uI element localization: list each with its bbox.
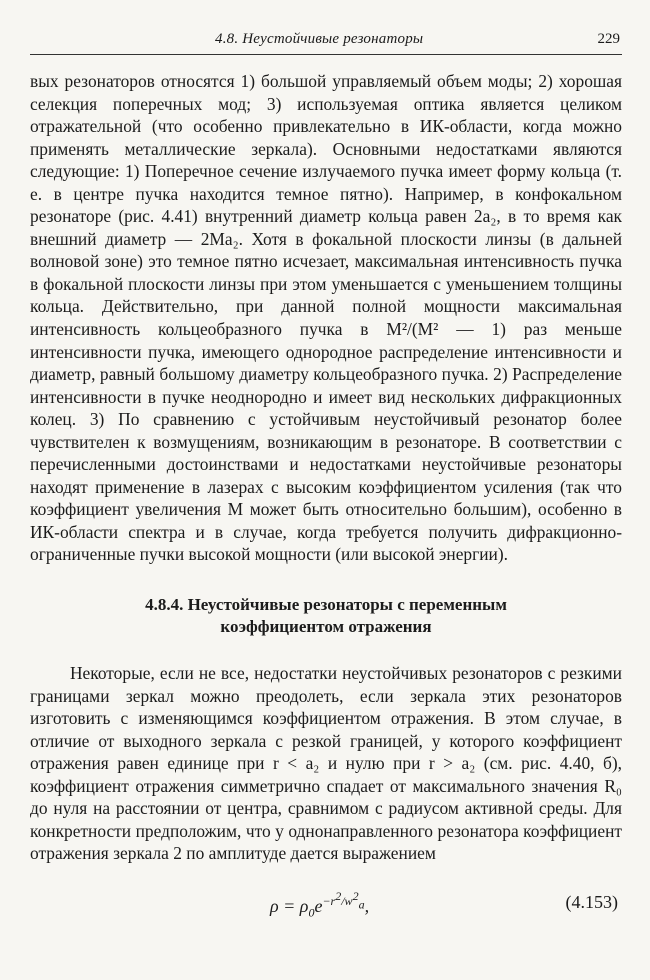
eq-exp-w: /w <box>341 893 353 908</box>
equation-expression <box>270 885 369 924</box>
eq-base-e: e <box>314 895 323 916</box>
eq-exp-w-sub: a <box>358 897 365 912</box>
chapter-title: 4.8. Неустойчивые резонаторы <box>215 31 424 47</box>
eq-exponent <box>322 888 365 912</box>
eq-sub-0: 0 <box>308 905 315 920</box>
eq-exp-r-pow: 2 <box>335 888 342 903</box>
section-heading-line-1: 4.8.4. Неустойчивые резонаторы с переменным <box>145 595 507 615</box>
equation-4-153 <box>30 881 622 925</box>
section-heading-line-2: коэффициентом отражения <box>220 617 432 637</box>
eq-exp-r: −r <box>322 893 336 908</box>
equation-number: (4.153) <box>565 891 618 912</box>
page-number: 229 <box>597 31 620 47</box>
paragraph-continued: вых резонаторов относятся 1) большой управляемый объем моды; 2) хорошая селекция поперечных мод; 3) используемая оптика является целиком отражательной (что особенно привлекательно в ИК-области, когда можно применять металлические зеркала). Основными недостатками являются следующие: 1) Поперечное сечение излучаемого пучка имеет форму кольца (т. е. в центре пучка находится темное пятно). Например, в конфокальном резонаторе (рис. 4.41) внутренний диаметр кольца равен 2a₂, в то время как внешний диаметр — 2Ma₂. Хотя в фокальной плоскости линзы (в дальней волновой зоне) это темное пятно исчезает, максимальная интенсивность пучка в фокальной плоскости линзы при этом уменьшается с уменьшением толщины кольца. Действительно, при данной полной мощности максимальная интенсивность кольцеобразного пучка в M²/(M² — 1) раз меньше интенсивности пучка, имеющего однородное распределение интенсивности и диаметр, равный большому диаметру кольцеобразного пучка. 2) Распределение интенсивности в пучке неоднородно и имеет вид нескольких дифракционных колец. 3) По сравнению с устойчивым неустойчивый резонатор более чувствителен к возмущениям, возникающим в резонаторе. В соответствии с перечисленными достоинствами и недостатками неустойчивые резонаторы находят применение в лазерах с высоким коэффициентом усиления (так что коэффициент увеличения M может быть относительно большим), особенно в ИК-области спектра и в случае, когда требуется получить дифракционно-ограниченные пучки высокой мощности (или высокой энергии). <box>30 71 622 565</box>
eq-comma: , <box>364 895 370 916</box>
paragraph-section-intro: Некоторые, если не все, недостатки неустойчивых резонаторов с резкими границами зеркал можно преодолеть, если зеркала этих резонаторов изготовить с изменяющимся коэффициентом отражения. В этом случае, в отличие от выходного зеркала с резкой границей, у которого коэффициент отражения равен единице при r < a₂ и нулю при r > a₂ (см. рис. 4.40, б), коэффициент отражения симметрично спадает от максимального значения R₀ до нуля на расстоянии от центра, сравнимом с радиусом активной среды. Для конкретности предположим, что у однонаправленного резонатора коэффициент отражения зеркала 2 по амплитуде дается выражением <box>30 663 622 864</box>
running-head <box>30 28 622 55</box>
text-body <box>30 70 622 925</box>
eq-lhs: ρ = ρ <box>270 895 309 916</box>
section-heading <box>30 594 622 638</box>
eq-exp-w-pow: 2 <box>352 888 359 903</box>
